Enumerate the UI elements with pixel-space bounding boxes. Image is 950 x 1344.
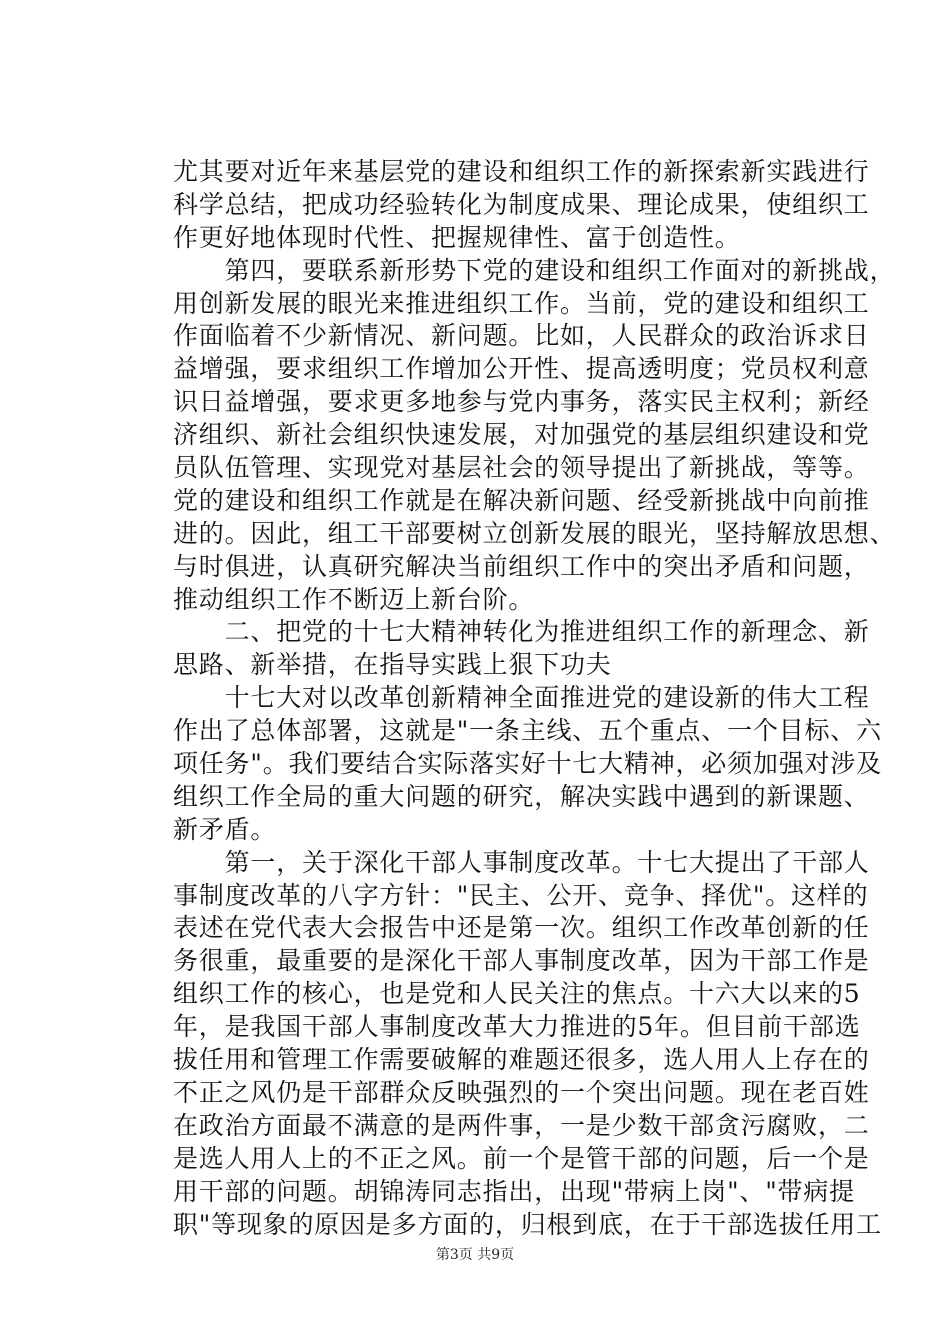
text-line: 济组织、新社会组织快速发展，对加强党的基层组织建设和党 [173,420,870,450]
text-line: 是选人用人上的不正之风。前一个是管干部的问题，后一个是 [173,1143,870,1173]
text-line: 进的。因此，组工干部要树立创新发展的眼光，坚持解放思想、 [173,518,896,548]
text-line: 与时俱进，认真研究解决当前组织工作中的突出矛盾和问题， [173,551,870,581]
text-line: 用干部的问题。胡锦涛同志指出，出现"带病上岗"、"带病提 [173,1176,855,1206]
text-line: 新矛盾。 [173,814,277,844]
section-heading-line: 思路、新举措，在指导实践上狠下功夫 [173,650,612,680]
section-heading-line: 二、把党的十七大精神转化为推进组织工作的新理念、新 [173,617,870,647]
text-line: 职"等现象的原因是多方面的，归根到底，在于干部选拔任用工 [173,1209,882,1239]
text-line: 推动组织工作不断迈上新台阶。 [173,584,535,614]
text-line: 用创新发展的眼光来推进组织工作。当前，党的建设和组织工 [173,288,870,318]
text-line: 第四，要联系新形势下党的建设和组织工作面对的新挑战， [173,255,896,285]
text-line: 十七大对以改革创新精神全面推进党的建设新的伟大工程 [173,683,870,713]
text-line: 科学总结，把成功经验转化为制度成果、理论成果，使组织工 [173,189,870,219]
text-line: 组织工作的核心，也是党和人民关注的焦点。十六大以来的5 [173,979,861,1009]
text-line: 项任务"。我们要结合实际落实好十七大精神，必须加强对涉及 [173,749,882,779]
text-line: 作更好地体现时代性、把握规律性、富于创造性。 [173,222,741,252]
text-line: 第一，关于深化干部人事制度改革。十七大提出了干部人 [173,847,870,877]
text-line: 作出了总体部署，这就是"一条主线、五个重点、一个目标、六 [173,716,882,746]
text-line: 表述在党代表大会报告中还是第一次。组织工作改革创新的任 [173,913,870,943]
text-line: 拔任用和管理工作需要破解的难题还很多，选人用人上存在的 [173,1045,870,1075]
document-body [173,156,896,1241]
text-line: 在政治方面最不满意的是两件事，一是少数干部贪污腐败，二 [173,1110,870,1140]
text-line: 事制度改革的八字方针："民主、公开、竞争、择优"。这样的 [173,880,869,910]
text-line: 务很重，最重要的是深化干部人事制度改革，因为干部工作是 [173,946,870,976]
text-line: 年，是我国干部人事制度改革大力推进的5年。但目前干部选 [173,1012,861,1042]
page-number-label: 第3页 共9页 [435,1247,515,1263]
text-line: 尤其要对近年来基层党的建设和组织工作的新探索新实践进行 [173,157,870,186]
text-line: 作面临着不少新情况、新问题。比如，人民群众的政治诉求日 [173,321,870,351]
text-line: 员队伍管理、实现党对基层社会的领导提出了新挑战，等等。 [173,453,870,483]
page-footer [0,1245,950,1265]
text-line: 组织工作全局的重大问题的研究，解决实践中遇到的新课题、 [173,781,870,811]
text-line: 益增强，要求组织工作增加公开性、提高透明度；党员权利意 [173,354,870,384]
text-line: 不正之风仍是干部群众反映强烈的一个突出问题。现在老百姓 [173,1077,870,1107]
text-line: 识日益增强，要求更多地参与党内事务，落实民主权利；新经 [173,387,870,417]
text-line: 党的建设和组织工作就是在解决新问题、经受新挑战中向前推 [173,485,870,515]
